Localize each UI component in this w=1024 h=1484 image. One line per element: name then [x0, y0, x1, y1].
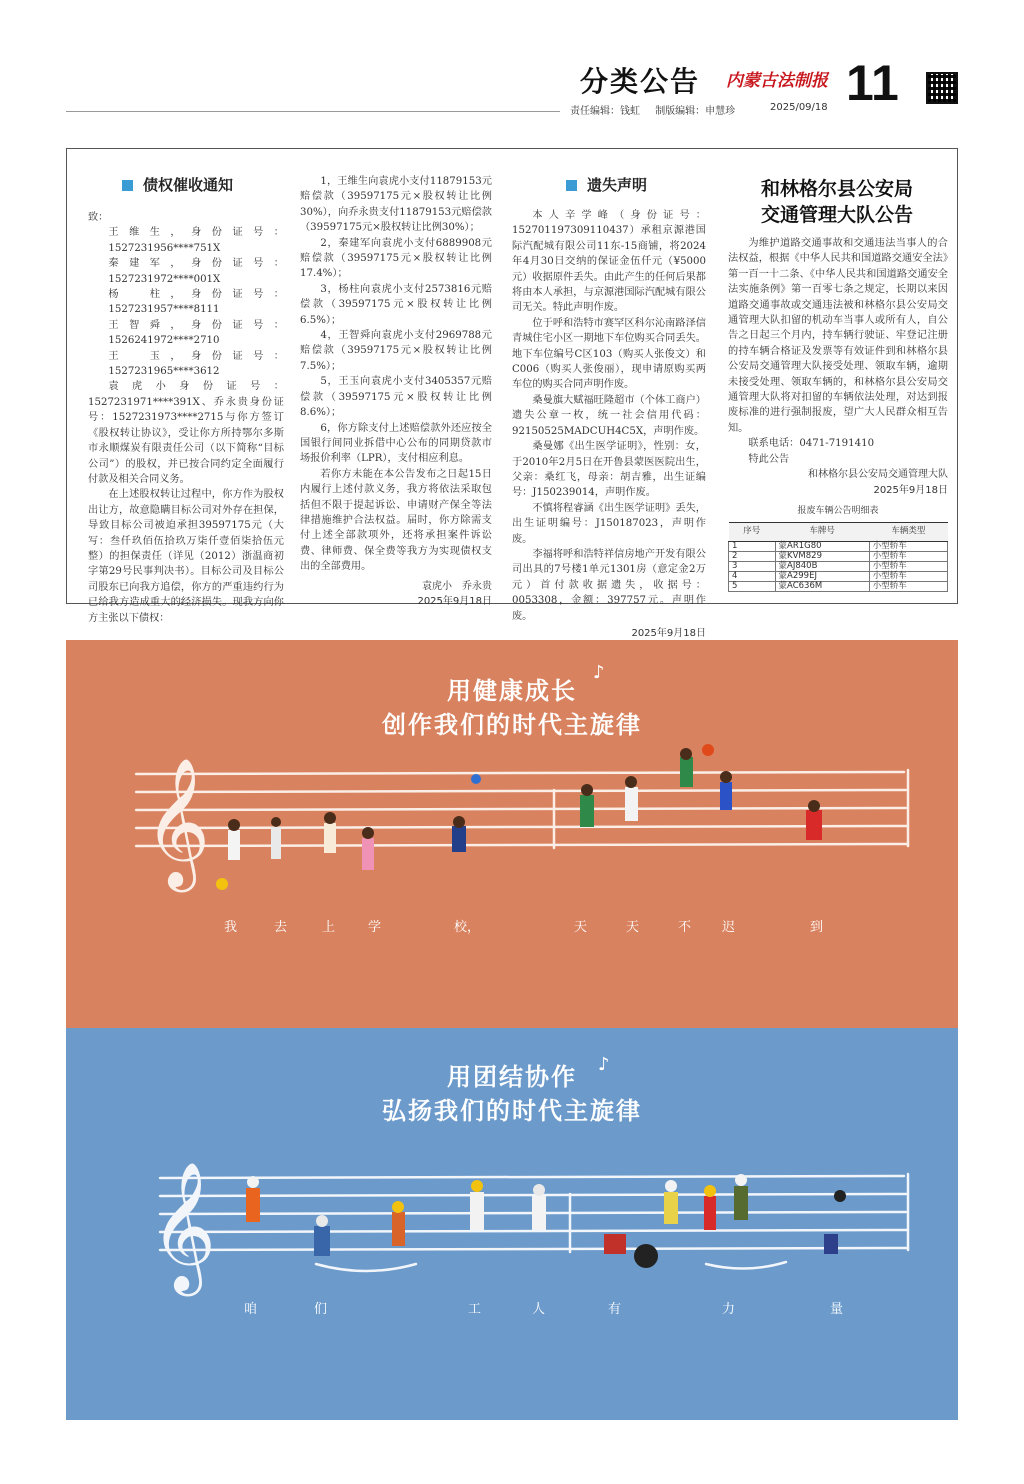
vehicle-table [728, 522, 948, 591]
notice3-signer: 和林格尔县公安局交通管理大队 [808, 469, 948, 481]
debtor-item: 王 玉，身份证号：1527231965****3612 [108, 350, 284, 378]
notice3-title-line1: 和林格尔县公安局 [760, 178, 913, 200]
table-cell: 蒙A299EJ [775, 571, 869, 581]
notice2-heading [566, 174, 647, 195]
treble-clef-icon: 𝄞 [144, 757, 211, 887]
table-cell: 蒙KVM829 [775, 551, 869, 561]
notice3-date: 2025年9月18日 [873, 484, 948, 496]
table-cell: 蒙AC636M [775, 581, 869, 591]
qr-code-icon[interactable] [926, 72, 958, 104]
music-staff [66, 1028, 958, 1420]
children-figures [216, 744, 822, 890]
table-cell: 2 [729, 551, 776, 561]
notice1-to: 致： [88, 212, 109, 223]
loss-item: 位于呼和浩特市赛罕区科尔沁南路泽信青城住宅小区一期地下车位购买合同丢失。地下车位编号C区103（购买人张俊文）和C006（购买人张俊丽），现申请原购买两车位的购买合同声明作废。 [512, 317, 706, 391]
claim-item: 1，王维生向袁虎小支付11879153元赔偿款（39597175元×股权转让比例30%），向乔永贵支付11879153元赔偿款（39597175元×股权转让比例30%）； [300, 176, 492, 234]
notice2-date: 2025年9月18日 [631, 627, 706, 639]
worker-figures [246, 1174, 846, 1268]
lyric-char: 量 [830, 1302, 844, 1317]
lyric-char: 有 [608, 1302, 622, 1317]
claim-item: 2，秦建军向袁虎小支付6889908元赔偿款（39597175元×股权转让比例17.4%）； [300, 237, 492, 280]
table-header: 序号 [729, 523, 776, 541]
notice3-title [726, 176, 948, 228]
table-row [729, 541, 948, 551]
table-row [729, 571, 948, 581]
debtor-item: 王维生，身份证号：1527231956****751X [108, 227, 284, 254]
lyric-char: 去 [274, 920, 288, 935]
lyric-char: 校， [454, 920, 481, 935]
table-cell: 蒙AR1G80 [775, 541, 869, 551]
lyric-char: 不 [678, 920, 692, 935]
claim-item: 6，你方除支付上述赔偿款外还应按全国银行间同业拆借中心公布的同期贷款市场报价利率（LPR），支付相应利息。 [300, 422, 492, 465]
notice1-title: 债权催收通知 [143, 176, 234, 194]
square-icon [566, 180, 577, 191]
table-row [729, 581, 948, 591]
lyric-char: 学 [368, 920, 382, 935]
loss-item: 桑曼旗大赋福旺隆超市（个体工商户）遗失公章一枚，统一社会信用代码：92150525MADCUH4C5X，声明作废。 [512, 394, 706, 437]
debtor-item: 秦建军，身份证号：1527231972****001X [108, 258, 284, 285]
lyric-char: 咱 [244, 1302, 258, 1317]
notice2-title: 遗失声明 [587, 176, 648, 194]
loss-item: 李福将呼和浩特祥信房地产开发有限公司出具的7号楼1单元1301房（意定金2万元）首付款收据遗失，收据号：0053308，金额：397757元。声明作废。 [512, 548, 706, 622]
loss-item: 不慎将程睿涵《出生医学证明》丢失，出生证明编号：J150187023，声明作废。 [512, 502, 706, 545]
poster1-line1: 用健康成长 [447, 677, 577, 705]
loss-item: 本人辛学峰（身份证号：152701197309110437）承租京源港国际汽配城有限公司11东-15商铺，将2024年4月30日交纳的保证金伍仟元（¥5000元）收据原件丢失。由此产生的任何后果都将由本人承担，与京源港国际汽配城有限公司无关。特此声明作废。 [512, 210, 706, 314]
page-number: 11 [846, 55, 899, 111]
lyric-char: 我 [224, 920, 238, 935]
lyric-char: 人 [532, 1302, 546, 1317]
section-title: 分类公告 [580, 65, 701, 98]
debtor-item: 杨 柱，身份证号：1527231957****8111 [108, 289, 284, 316]
poster2-line2: 弘扬我们的时代主旋律 [382, 1097, 642, 1125]
notice3-body: 为维护道路交通事故和交通违法当事人的合法权益，根据《中华人民共和国道路交通安全法》第一百一十二条、《中华人民共和国道路交通安全法实施条例》第一百零七条之规定，长期以来因道路交通事故或交通违法被和林格尔县公安局交通管理大队扣留的机动车当事人或所有人，自公告之日起三个月内，持车辆行驶证、牢登记注册的持车辆合格证及发票等有效证件到和林格尔县公安局交通管理大队接受处理、领取车辆，逾期未接受处理、领取车辆的，和林格尔县公安局交通管理大队将对扣留的车辆依法处理，对达到报废标准的进行强制报废，望广大人民群众相互告知。 [728, 238, 948, 434]
notice3-title-line2: 交通管理大队公告 [760, 204, 913, 226]
poster1-line2: 创作我们的时代主旋律 [382, 711, 642, 739]
notice1-date: 2025年9月18日 [417, 595, 492, 607]
notice1-heading [122, 174, 233, 195]
table-row [729, 551, 948, 561]
notice1-col1 [88, 210, 284, 626]
poster-unity [66, 1028, 958, 1420]
header-rule [66, 111, 560, 112]
treble-clef-icon: 𝄞 [150, 1161, 217, 1291]
vehicle-table-title: 报废车辆公告明细表 [797, 505, 879, 516]
table-cell: 5 [729, 581, 776, 591]
table-cell: 3 [729, 561, 776, 571]
table-header: 车牌号 [775, 523, 869, 541]
lyric-char: 力 [722, 1302, 736, 1317]
table-cell: 1 [729, 541, 776, 551]
designer: 制版编辑：申慧珍 [655, 106, 736, 117]
notice3-closing: 特此公告 [748, 453, 790, 465]
music-note-icon: ♪ [593, 662, 605, 683]
notice3-col [728, 236, 948, 592]
claim-item: 4，王智舜向袁虎小支付2969788元赔偿款（39597175元×股权转让比例7.5%）； [300, 330, 492, 372]
table-cell: 小型轿车 [869, 541, 947, 551]
music-staff [66, 640, 958, 1028]
notice1-para3: 若你方未能在本公告发布之日起15日内履行上述付款义务，我方将依法采取包括但不限于提起诉讼、申请财产保全等法律措施维护合法权益。届时，你方除需支付上述全部款项外，还将承担案件诉讼费、律师费、保全费等我方为实现债权支出的全部费用。 [300, 468, 492, 573]
poster2-line1: 用团结协作 [447, 1063, 577, 1091]
lyric-char: 天 [574, 920, 588, 935]
table-cell: 小型轿车 [869, 551, 947, 561]
table-cell: 小型轿车 [869, 561, 947, 571]
table-cell: 蒙AJ840B [775, 561, 869, 571]
lyric-char: 到 [810, 920, 824, 935]
table-row [729, 561, 948, 571]
table-cell: 小型轿车 [869, 581, 947, 591]
lyric-char: 们 [314, 1302, 328, 1317]
lyric-char: 迟 [722, 920, 736, 935]
lyric-char: 上 [322, 920, 336, 935]
table-cell: 4 [729, 571, 776, 581]
editor-credits [570, 102, 747, 117]
claim-item: 3，杨柱向袁虎小支付2573816元赔偿款（39597175元×股权转让比例6.5%）； [300, 283, 492, 326]
lyric-char: 天 [626, 920, 640, 935]
newspaper-logo: 内蒙古法制报 [726, 71, 828, 91]
lyric-char: 工 [468, 1302, 482, 1317]
notice1-signers: 袁虎小 乔永贵 [422, 580, 492, 592]
notice2-col [512, 208, 706, 641]
table-cell: 小型轿车 [869, 571, 947, 581]
claim-item: 5，王玉向袁虎小支付3405357元赔偿款（39597175元×股权转让比例8.6%）； [300, 376, 492, 419]
notice3-contact: 联系电话：0471-7191410 [748, 438, 875, 450]
debtor-item: 王智舜，身份证号：1526241972****2710 [108, 319, 284, 347]
editor: 责任编辑：钱虹 [570, 106, 640, 117]
issue-date: 2025/09/18 [770, 102, 828, 113]
music-note-icon: ♪ [598, 1054, 610, 1075]
table-header: 车辆类型 [869, 523, 947, 541]
notice1-col2 [300, 174, 492, 609]
notice1-para1: 袁虎小身份证号：1527231971****391X、乔永贵身份证号：1527231973****2715与你方签订《股权转让协议》，受让你方所持鄂尔多斯市永顺煤炭有限责任公司（以下简称“目标公司”）的股权，并已按合同约定全面履行付款及相关合同义务。 [88, 381, 284, 485]
notice1-para2: 在上述股权转让过程中，你方作为股权出让方，故意隐瞒目标公司对外存在担保，导致目标公司被迫承担39597175元（大写：叁仟玖佰伍拾玖万柒仟壹佰柒拾伍元整）的担保责任（详见（2012）浙温商初字第29号民事判决书）。目标公司及目标公司股东已向我方追偿，你方的严重违约行为已给我方造成重大的经济损失。现我方向你方主张以下债权： [88, 489, 284, 624]
loss-item: 桑曼娜《出生医学证明》，性别：女，于2010年2月5日在开鲁县蒙医医院出生，父亲：桑红飞，母亲：胡吉雅，出生证编号：J150239014，声明作废。 [512, 441, 706, 499]
square-icon [122, 180, 133, 191]
poster-health [66, 640, 958, 1028]
